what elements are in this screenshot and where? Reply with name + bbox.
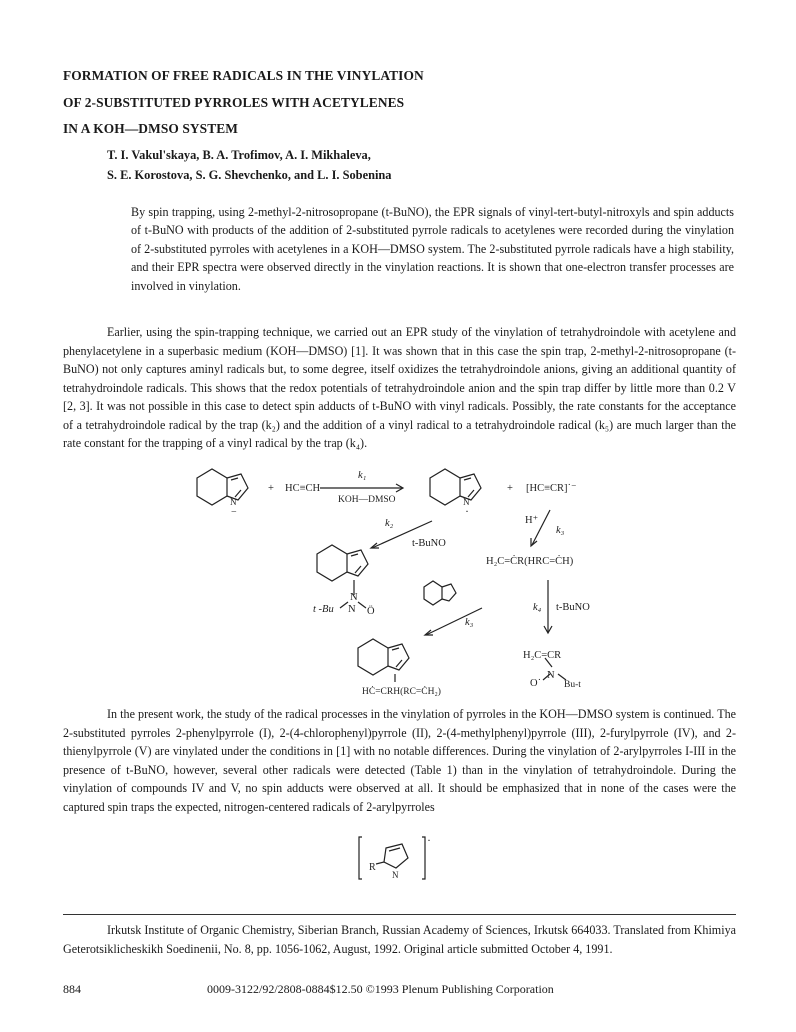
pyrrole-ring: [376, 844, 408, 868]
ring-dot: ·: [465, 504, 469, 518]
vinyl-nitroxide-bu: Bu-t: [564, 680, 581, 690]
nitroxide-n2: N: [348, 604, 356, 615]
koh-dmso-label: KOH—DMSO: [338, 495, 396, 505]
publication-code: 0009-3122/92/2808-0884$12.50 ©1993 Plenum Publishing Corporation: [207, 982, 554, 996]
radical-anion-label: [HC≡CR]˙⁻: [526, 483, 577, 494]
vinyl-nitroxide-o: O˙: [530, 678, 542, 689]
page-number: 884: [63, 982, 81, 996]
vinyl-tetrahydroindole-product: [358, 639, 409, 682]
plus-sign-1: +: [268, 483, 274, 494]
paper-title-line-2: OF 2-SUBSTITUTED PYRROLES WITH ACETYLENES: [63, 95, 405, 110]
k4-label: k₄: [533, 602, 542, 613]
substituent-r: R: [369, 862, 376, 873]
nitroxide-n: N: [350, 592, 358, 603]
body-paragraph-1: Earlier, using the spin-trapping technique, we carried out an EPR study of the vinylation of tetrahydroindole with acetylene and phenylacetylene in a superbasic medium (KOH—DMSO) [1]. It was shown that in this case the spin trap, 2-methyl-2-nitrosopropane (t-BuNO) not only captures aminyl radicals but, to some degree, itself oxidizes the tetrahydroindole anions, giving an additional quantity of tetrahydroindole radicals. This shows that the redox potentials of tetrahydroindole anion and the spin trap differ by little more than 0.2 V [2, 3]. It was not possible in this case to detect spin adducts of t-BuNO with vinyl radicals. Possibly, the rate constants for the acceptance of a tetrahydroindole radical by the trap (k₂) and the addition of a vinyl radical to a tetrahydroindole radical (k₅) are much larger than the rate constant for the trapping of a vinyl radical by the trap (k₄).: [63, 325, 736, 450]
arylpyrrole-radical-structure: [356, 834, 436, 884]
paper-title-line-1: FORMATION OF FREE RADICALS IN THE VINYLATION: [63, 68, 424, 83]
body-paragraph-2: In the present work, the study of the radical processes in the vinylation of pyrroles in the KOH—DMSO system is continued. The 2-substituted pyrroles 2-phenylpyrrole (I), 2-(4-chlorophenyl)pyrrole (II), 2-(4-methylphenyl)pyrrole (III), 2-furylpyrrole (IV), and 2-thienylpyrrole (V) are vinylated under the conditions in [1] with no notable differences. During the vinylation of 2-arylpyrroles I-III in the presence of t-BuNO, however, several other radicals were detected (Table 1) than in the vinylation of tetrahydroindole. During the vinylation of compounds IV and V, no spin adducts were observed at all. It should be emphasized that in none of the cases were the captured spin traps the expected, nitrogen-centered radicals of 2-arylpyrroles: [63, 707, 736, 814]
nitroxide-o: Ö: [367, 606, 375, 617]
right-bracket: [422, 837, 425, 879]
k1-label: k₁: [358, 470, 367, 481]
reactant-tetrahydroindole-anion: [197, 469, 248, 505]
plus-sign-2: +: [507, 483, 513, 494]
vinyl-nitroxide-top: H₂C=CR: [523, 650, 562, 661]
paper-title-line-3: IN A KOH—DMSO SYSTEM: [63, 121, 238, 136]
ring-n-2: N: [463, 497, 470, 507]
footnote-rule: [63, 914, 736, 915]
pyrrole-n: N: [392, 870, 399, 880]
authors-line-2: S. E. Korostova, S. G. Shevchenko, and L. I. Sobenina: [107, 168, 392, 182]
tbuno-label-2: t-BuNO: [556, 602, 590, 613]
ring-n-1: N: [230, 497, 237, 507]
reaction-scheme: [180, 460, 620, 700]
authors-line-1: T. I. Vakul'skaya, B. A. Trofimov, A. I. Mikhaleva,: [107, 148, 371, 162]
ring-minus: −: [231, 507, 237, 518]
product-substituent: HĊ=CRH(RC=ĊH₂): [362, 687, 441, 697]
radical-dot: ·: [427, 834, 431, 847]
acetylene-label: HC≡CH: [285, 483, 321, 494]
product-tetrahydroindole-radical: [430, 469, 481, 505]
nitroxide-tbu: t -Bu: [313, 604, 334, 615]
affiliation-footnote: Irkutsk Institute of Organic Chemistry, Siberian Branch, Russian Academy of Sciences, Irkutsk 664033. Translated from Khimiya Geterotsiklicheskikh Soedinenii, No. 8, pp. 1056-1062, August, 1992. Original article submitted October 4, 1991.: [63, 923, 736, 956]
abstract: By spin trapping, using 2-methyl-2-nitrosopropane (t-BuNO), the EPR signals of vinyl-tert-butyl-nitroxyls and spin adducts of t-BuNO with products of the addition of 2-substituted pyrrole radicals to acetylenes were recorded during the vinylation of 2-substituted pyrroles with acetylenes in a KOH—DMSO system. The 2-substituted pyrrole radicals have a high stability, and their EPR spectra were observed directly in the vinylation reactions. It is shown that one-electron transfer processes are involved in vinylation.: [131, 205, 734, 293]
h-plus-label: H⁺: [525, 515, 539, 526]
tbuno-label-1: t-BuNO: [412, 538, 446, 549]
k3-label-a: k₃: [556, 525, 565, 536]
vinyl-radical-label: H₂C=ĊR(HRC=ĊH): [486, 556, 574, 567]
left-bracket: [359, 837, 362, 879]
small-tetrahydroindole-radical: [424, 581, 456, 605]
nitroxide-adduct: [317, 545, 368, 608]
k3-label-b: k₃: [465, 617, 474, 628]
arrow-k3-addition: [426, 608, 482, 635]
k2-label: k₂: [385, 518, 394, 529]
vinyl-nitroxide-n: N: [547, 670, 555, 681]
